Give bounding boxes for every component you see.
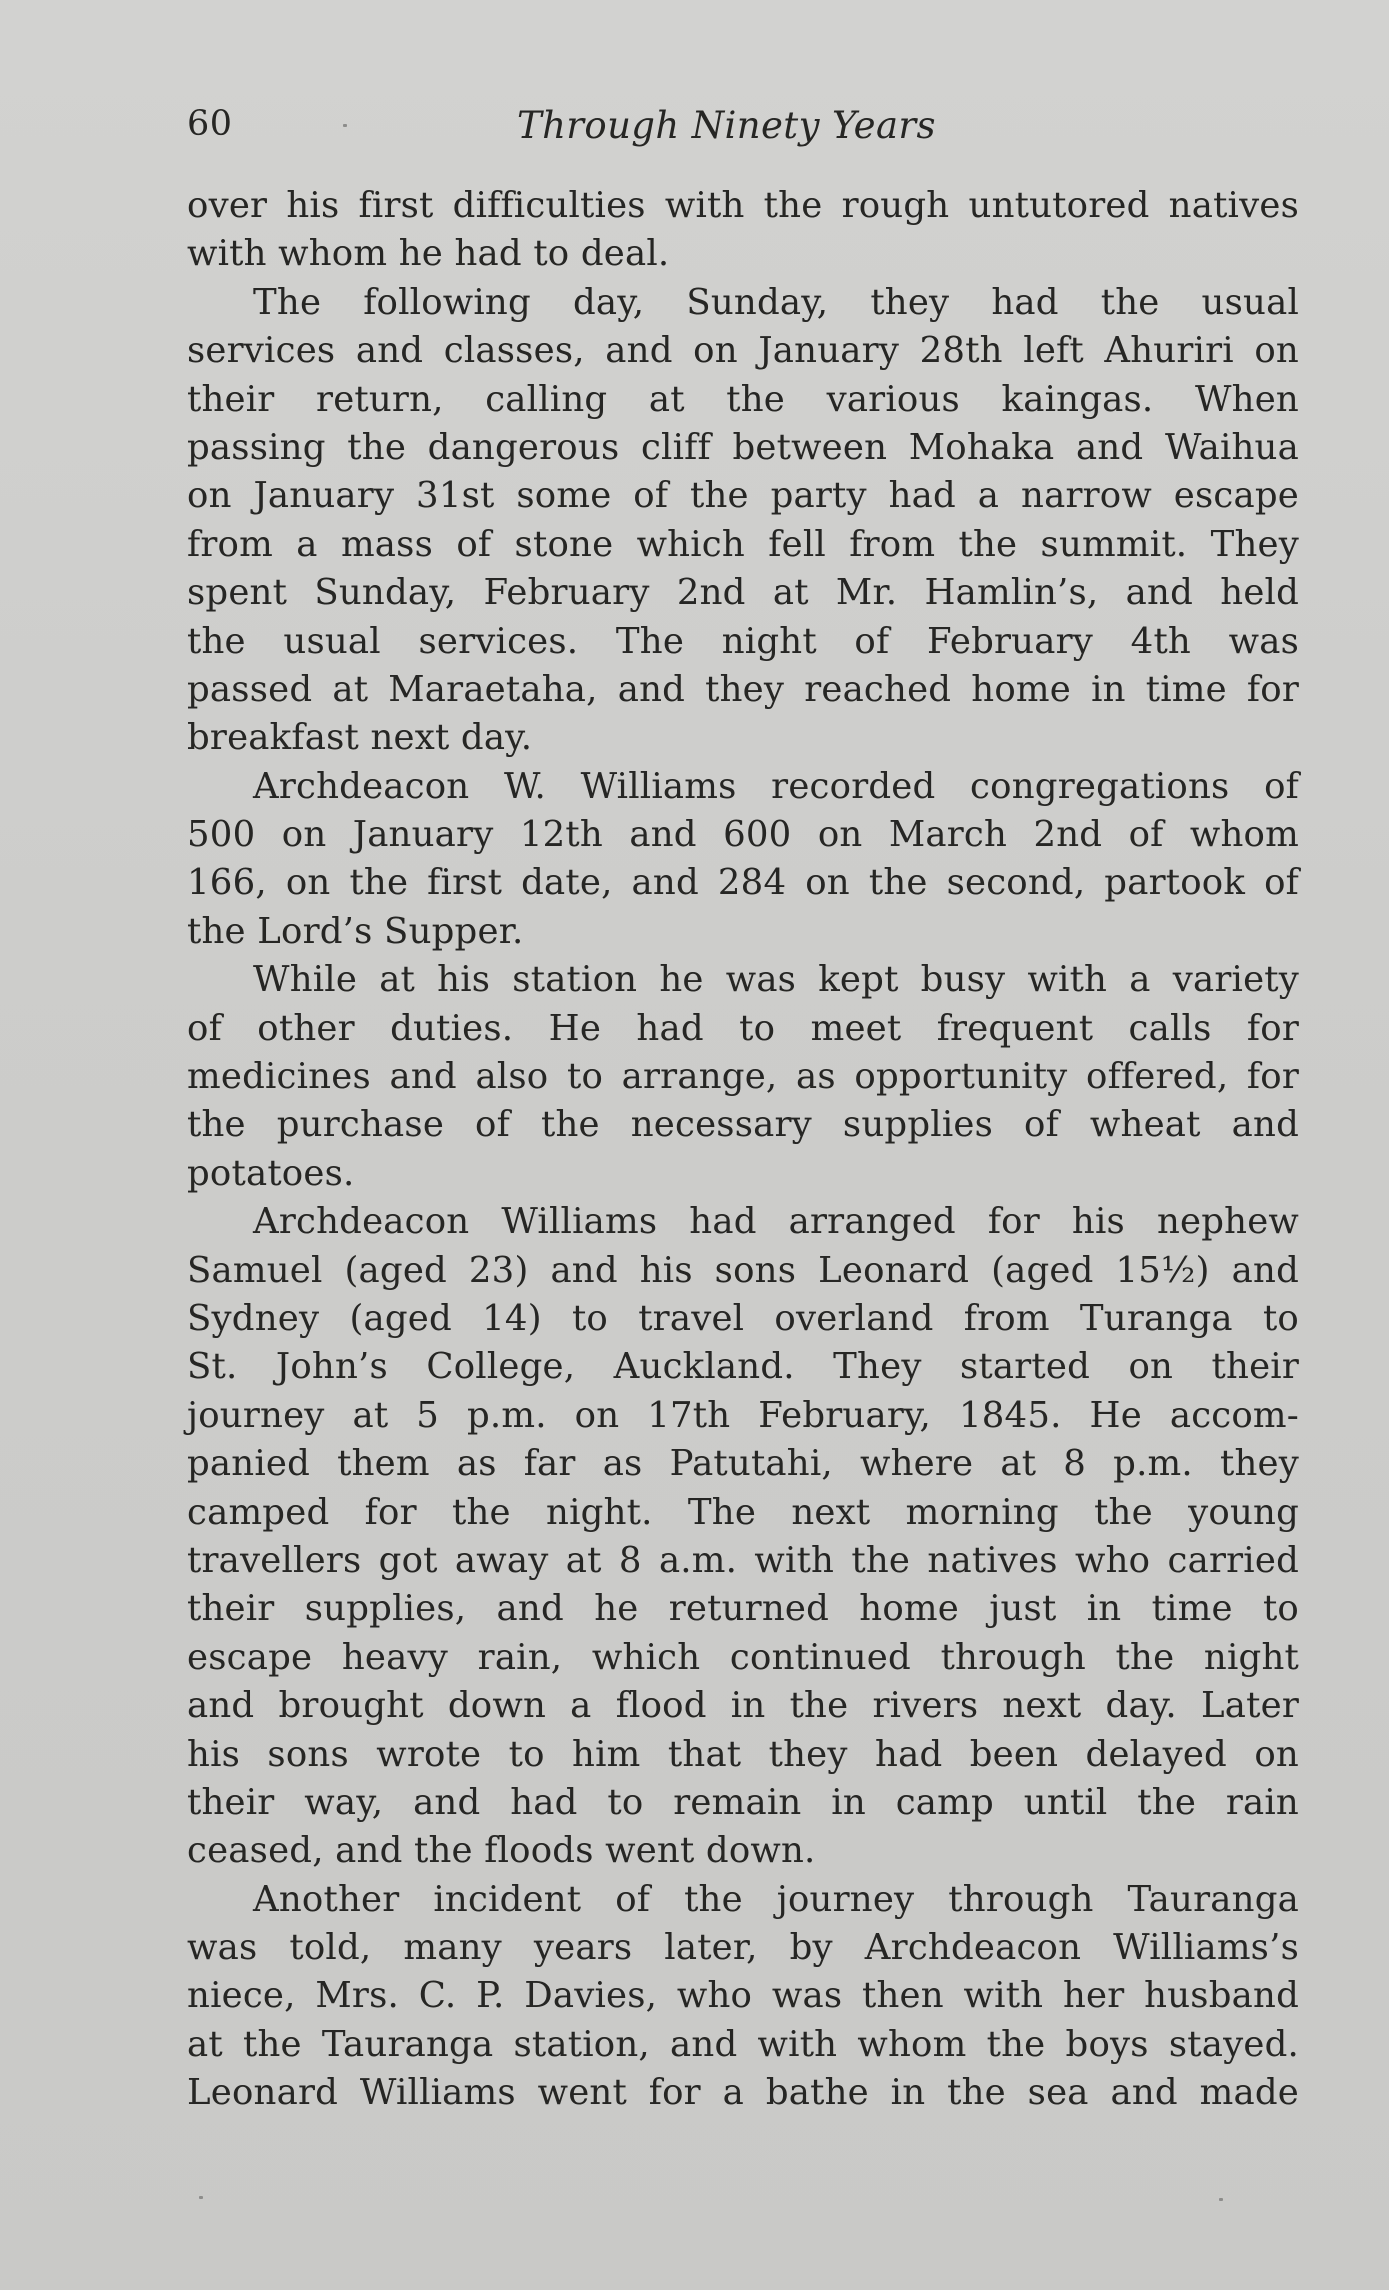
text-line: the Lord’s Supper.: [187, 910, 524, 952]
text-line: 500 on January 12th and 600 on March 2nd of whom: [187, 814, 1299, 856]
text-line: passing the dangerous cliff between Mohaka and Waihua: [187, 426, 1299, 468]
text-line: of other duties. He had to meet frequent calls for: [187, 1007, 1299, 1049]
text-line: Sydney (aged 14) to travel overland from Turanga to: [187, 1297, 1299, 1339]
page-speck: [1219, 2198, 1223, 2201]
text-line: medicines and also to arrange, as opportunity offered, for: [187, 1056, 1299, 1098]
text-line: journey at 5 p.m. on 17th February, 1845. He accom-: [187, 1394, 1299, 1436]
text-line: over his first difficulties with the rough untutored natives: [187, 185, 1299, 226]
text-line: potatoes.: [187, 1152, 355, 1194]
text-line: escape heavy rain, which continued through the night: [187, 1636, 1299, 1678]
page-number: 60: [187, 104, 233, 144]
text-line: St. John’s College, Auckland. They started on their: [187, 1346, 1299, 1388]
text-line: Archdeacon W. Williams recorded congregations of: [253, 765, 1299, 807]
text-line: passed at Maraetaha, and they reached home in time for: [187, 668, 1299, 710]
body-text: [187, 182, 1299, 2118]
text-line: 166, on the first date, and 284 on the second, partook of: [187, 862, 1299, 904]
page-header: [187, 98, 1299, 158]
page-speck: [343, 124, 347, 127]
text-line: ceased, and the floods went down.: [187, 1830, 816, 1872]
text-line: Leonard Williams went for a bathe in the sea and made: [187, 2072, 1299, 2114]
text-line: the usual services. The night of February 4th was: [187, 620, 1299, 662]
text-line: with whom he had to deal.: [187, 233, 670, 275]
text-line: spent Sunday, February 2nd at Mr. Hamlin’s, and held: [187, 572, 1299, 614]
text-line: their return, calling at the various kaingas. When: [187, 378, 1299, 420]
text-line: at the Tauranga station, and with whom the boys stayed.: [187, 2023, 1299, 2065]
text-line: travellers got away at 8 a.m. with the natives who carried: [187, 1539, 1299, 1581]
text-line: their way, and had to remain in camp until the rain: [187, 1781, 1299, 1823]
running-title: Through Ninety Years: [517, 104, 936, 147]
text-line: Another incident of the journey through Tauranga: [253, 1878, 1299, 1920]
text-line: his sons wrote to him that they had been delayed on: [187, 1733, 1299, 1775]
text-line: Samuel (aged 23) and his sons Leonard (aged 15½) and: [187, 1249, 1299, 1291]
text-line: While at his station he was kept busy with a variety: [253, 959, 1299, 1001]
text-line: The following day, Sunday, they had the usual: [253, 281, 1299, 323]
text-line: was told, many years later, by Archdeacon Williams’s: [187, 1927, 1299, 1969]
text-line: Archdeacon Williams had arranged for his nephew: [253, 1201, 1299, 1243]
text-line: panied them as far as Patutahi, where at 8 p.m. they: [187, 1443, 1299, 1485]
text-line: on January 31st some of the party had a narrow escape: [187, 475, 1299, 517]
text-line: and brought down a flood in the rivers next day. Later: [187, 1685, 1299, 1727]
page-speck: [199, 2196, 203, 2199]
text-line: their supplies, and he returned home just in time to: [187, 1588, 1299, 1630]
text-line: services and classes, and on January 28th left Ahuriri on: [187, 330, 1299, 372]
text-line: the purchase of the necessary supplies of wheat and: [187, 1104, 1299, 1146]
text-line: camped for the night. The next morning the young: [187, 1491, 1299, 1533]
text-line: breakfast next day.: [187, 717, 533, 759]
text-line: from a mass of stone which fell from the summit. They: [187, 523, 1299, 565]
text-line: niece, Mrs. C. P. Davies, who was then with her husband: [187, 1975, 1299, 2017]
